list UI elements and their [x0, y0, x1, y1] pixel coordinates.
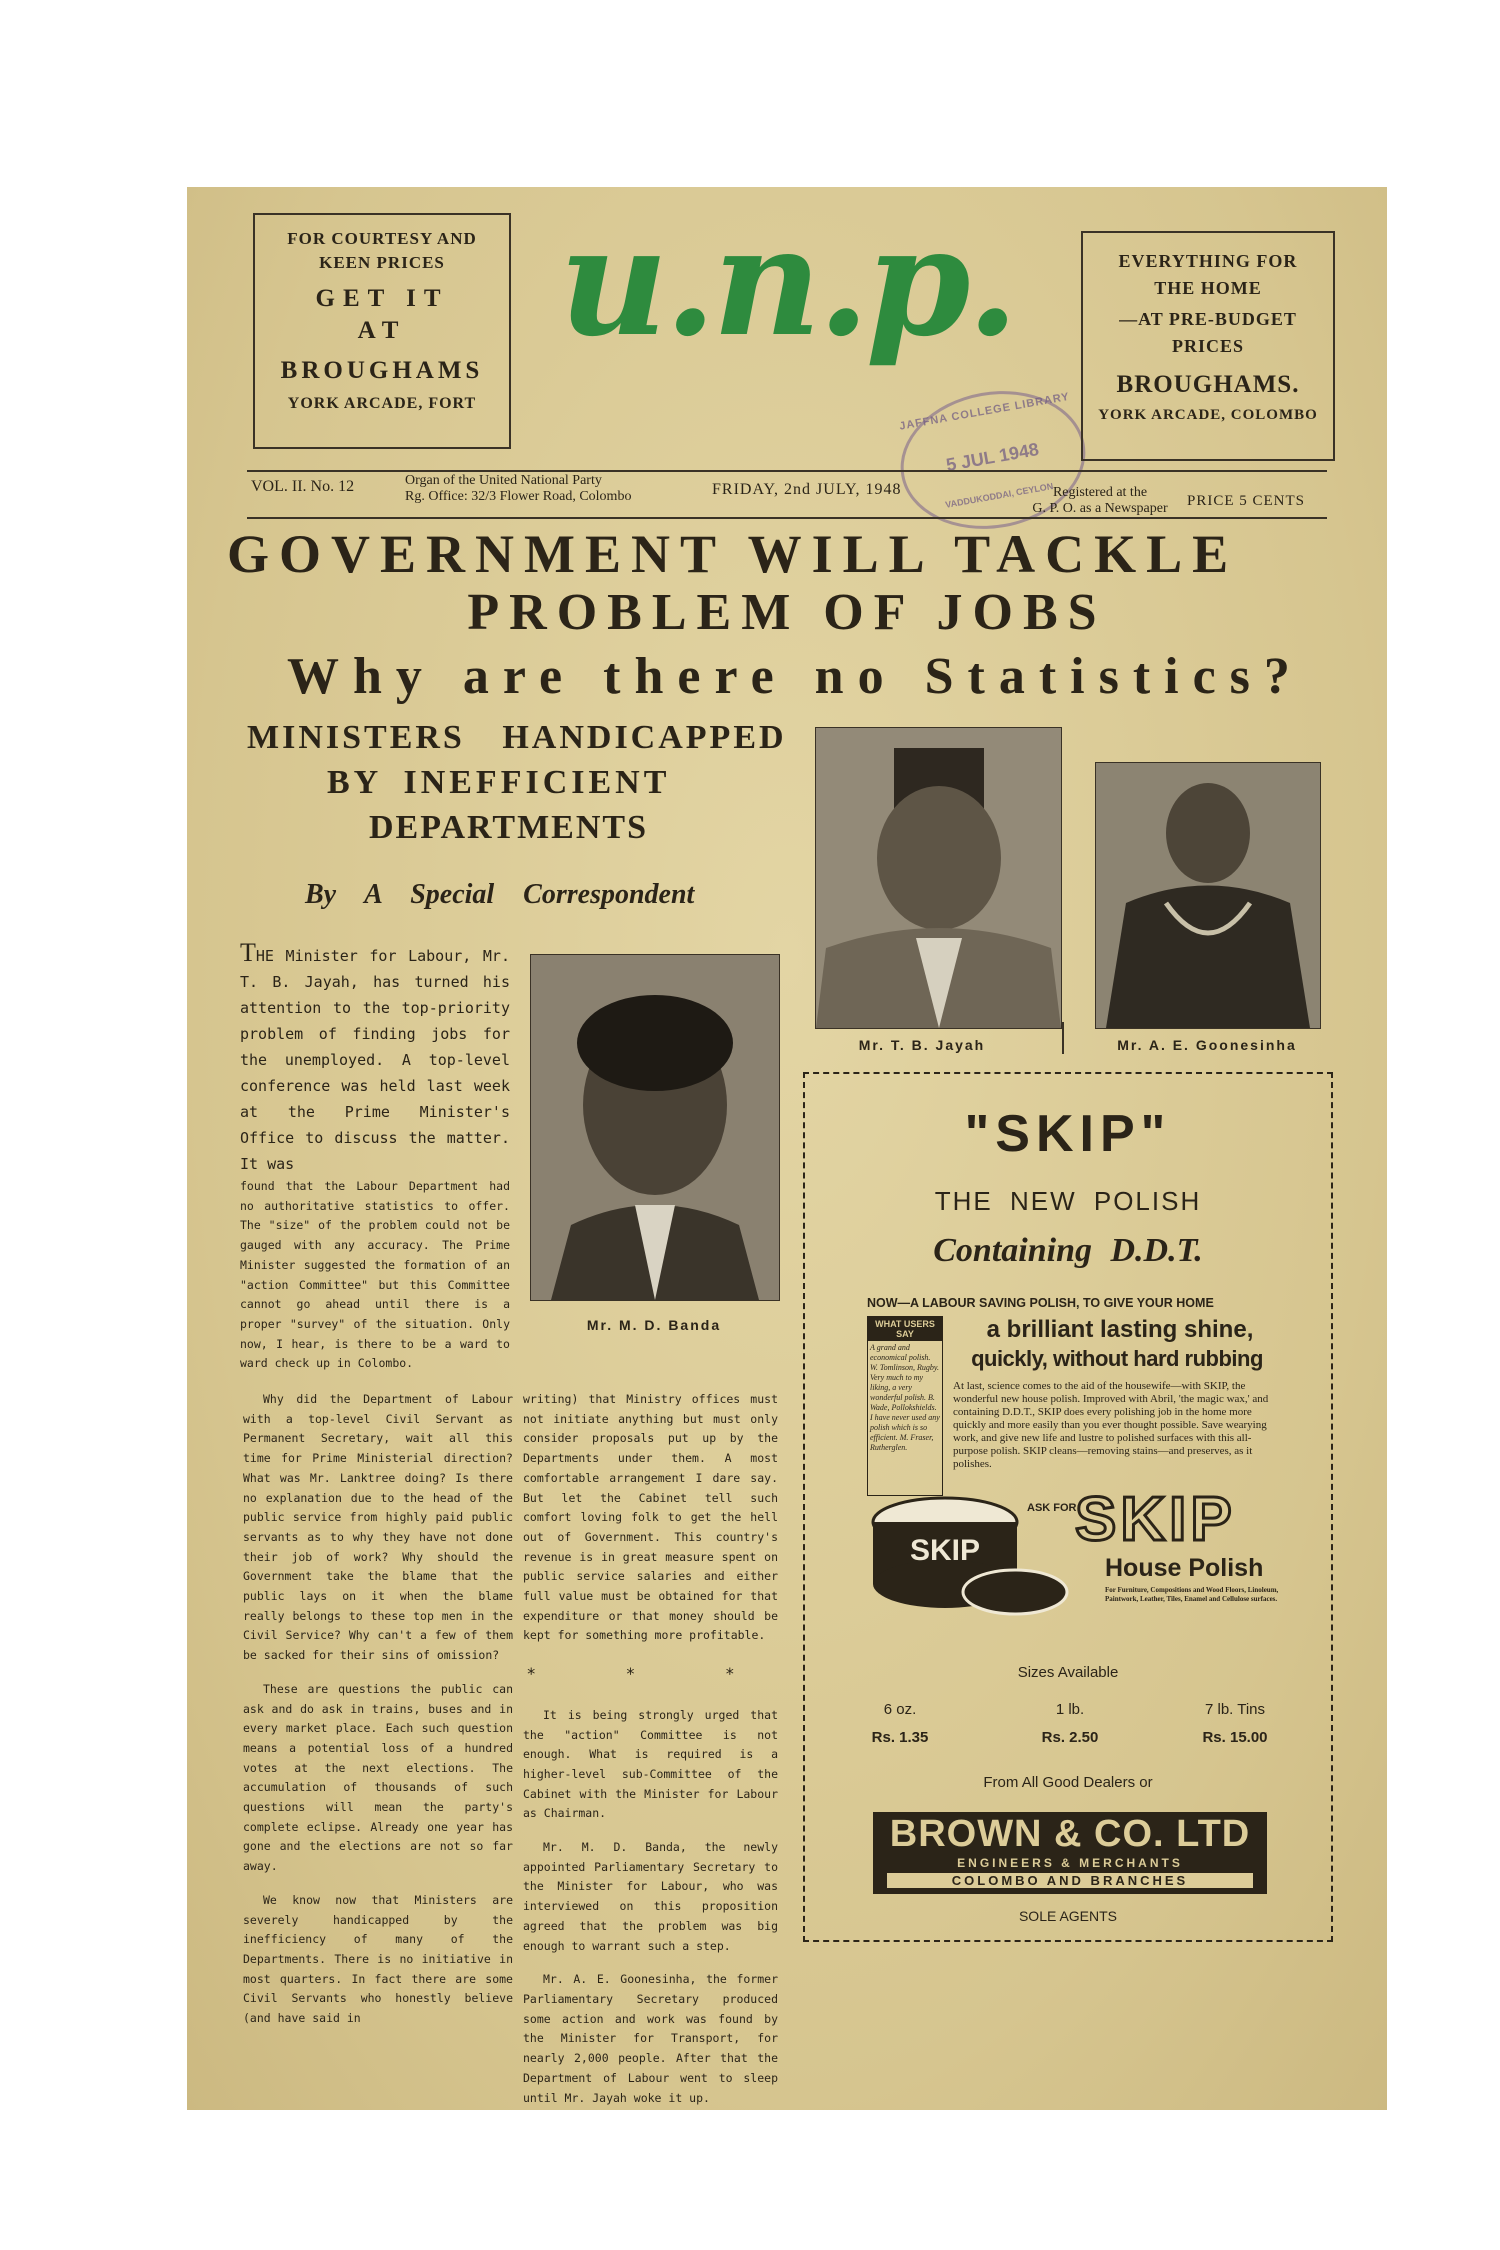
price: PRICE 5 CENTS: [1187, 493, 1306, 509]
main-headline-line2: PROBLEM OF JOBS: [467, 584, 1107, 641]
ad-house-polish: House Polish: [1105, 1554, 1264, 1582]
body-column-right: [523, 1390, 778, 2122]
ad-sidebox-text: A grand and economical polish. W. Tomlinson, Rugby. Very much to my liking, a very wonderful polish. B. Wade, Pollokshields. I have never used any polish which is so efficient. M. Fraser, Rutherglen.: [870, 1343, 940, 1452]
ad-sidebox-title: WHAT USERS SAY: [868, 1317, 942, 1341]
deck-line1: MINISTERS HANDICAPPED: [247, 719, 787, 756]
stamp-ring-text: JAFFNA COLLEGE LIBRARY: [898, 390, 1071, 433]
portrait-goonesinha: [1096, 763, 1320, 1028]
ad-uses: For Furniture, Compositions and Wood Floors, Linoleum, Paintwork, Leather, Tiles, Enamel and Cellulose surfaces.: [1105, 1586, 1279, 1603]
ad-tagline1: a brilliant lasting shine,: [986, 1316, 1254, 1343]
skip-tin-illustration: [865, 1492, 1075, 1642]
right-ear-line5: BROUGHAMS.: [1116, 371, 1300, 398]
organ-name: Organ of the United National Party: [405, 473, 602, 488]
ad-price-3: Rs. 15.00: [1202, 1729, 1268, 1746]
volume-number: VOL. II. No. 12: [251, 478, 355, 495]
lead-large-text: [240, 940, 510, 1177]
caption-jayah: Mr. T. B. Jayah: [858, 1037, 986, 1053]
lead-opening: HE Minister for Labour, Mr. T. B. Jayah, has turned his attention to the top-priority problem of finding jobs for the unemployed. A top-level conference was held last week at the Prime Minister's Office to discuss the matter. It was: [240, 947, 510, 1173]
portrait-jayah: [816, 728, 1061, 1028]
stamp-date: 5 JUL 1948: [944, 439, 1041, 476]
ad-size-3: 7 lb. Tins: [1204, 1701, 1266, 1718]
body-right-para4: Mr. A. E. Goonesinha, the former Parliamentary Secretary produced some action and work was found by the Minister for Transport, for nearly 2,000 people. After that the Department of Labour went to sleep until Mr. Jayah woke it up.: [523, 1972, 778, 2105]
organ-line: [405, 473, 665, 505]
stamp-bottom-text: VADDUKODDAI, CEYLON: [944, 481, 1054, 510]
body-column-left: [243, 1390, 513, 2043]
ad-banner: NOW—A LABOUR SAVING POLISH, TO GIVE YOUR HOME: [867, 1296, 1214, 1310]
ad-ask-for: ASK FOR: [1027, 1502, 1077, 1514]
body-right-para1: writing) that Ministry offices must not initiate anything but must only consider proposals put up by the Departments under them. A most comfortable arrangement I dare say. But let the Cabinet tell such comfort loving folk to get the hell out of Government. This country's revenue is in great measure spent on public service salaries and either full value must be obtained for that expenditure or that money should be kept for something more profitable.: [523, 1392, 778, 1643]
skip-advert: [803, 1072, 1333, 1942]
left-ear-line3: GET IT: [315, 285, 449, 312]
company-name: BROWN & CO. LTD: [889, 1813, 1251, 1855]
left-ear-line4: AT: [357, 317, 407, 344]
ad-subtitle: THE NEW POLISH: [934, 1186, 1202, 1216]
ad-containing: Containing D.D.T.: [933, 1232, 1203, 1269]
ad-dealers: From All Good Dealers or: [983, 1774, 1153, 1791]
ad-size-1: 6 oz.: [883, 1701, 917, 1718]
ad-tagline2: quickly, without hard rubbing: [971, 1346, 1263, 1371]
right-ear-line2: THE HOME: [1154, 278, 1262, 298]
masthead-logo: u.n.p.: [559, 194, 1015, 370]
ad-title: "SKIP": [964, 1105, 1172, 1163]
caption-divider: [1062, 1022, 1064, 1054]
portrait-banda: [531, 955, 779, 1300]
drop-cap: T: [240, 938, 256, 967]
section-separator: * * *: [526, 1664, 775, 1684]
left-ear-line2: KEEN PRICES: [319, 253, 445, 272]
left-ear-line1: FOR COURTESY AND: [287, 229, 477, 248]
right-ear-advert: [1081, 231, 1335, 461]
subheadline: Why are there no Statistics?: [287, 648, 1304, 705]
left-ear-line5: BROUGHAMS: [280, 357, 484, 384]
photo-jayah: [815, 727, 1062, 1029]
organ-office: Rg. Office: 32/3 Flower Road, Colombo: [405, 489, 632, 505]
lead-continued: found that the Labour Department had no authoritative statistics to offer. The "size" of the problem could not be gauged with any accuracy. The Prime Minister suggested the formation of an "action Committee" but this Committee cannot go ahead until there is a proper "survey" of the situation. Only now, I hear, is there to be a ward to ward check up in Colombo.: [240, 1179, 510, 1371]
left-ear-line6: YORK ARCADE, FORT: [287, 395, 477, 412]
byline: By A Special Correspondent: [305, 879, 695, 910]
right-ear-line4: PRICES: [1171, 336, 1244, 356]
issue-date: FRIDAY, 2nd JULY, 1948: [712, 481, 902, 498]
body-right-para3: Mr. M. D. Banda, the newly appointed Parliamentary Secretary to the Minister for Labour, who was interviewed on this proposition agreed that the problem was big enough to warrant such a step.: [523, 1840, 778, 1953]
dateline-top-rule: [247, 470, 1327, 472]
photo-goonesinha: [1095, 762, 1321, 1029]
right-ear-line1: EVERYTHING FOR: [1118, 251, 1298, 271]
deck-line2: BY INEFFICIENT: [327, 764, 671, 801]
body-left-para3: We know now that Ministers are severely handicapped by the inefficiency of many of the Departments. There is no initiative in most quarters. In fact there are some Civil Servants who honestly believe (and have said in: [243, 1892, 513, 2026]
registered-line2: G. P. O. as a Newspaper: [1032, 501, 1168, 517]
small-tin: [963, 1570, 1067, 1614]
body-left-para2: These are questions the public can ask and do ask in trains, buses and in every market place. Each such question means a potential loss of a hundred votes at the next elections. The accumulation of thousands of such questions will mean the party's complete eclipse. Already one year has gone and the elections are not so far away.: [243, 1681, 513, 1874]
left-ear-advert: [253, 213, 511, 449]
photo-banda: [530, 954, 780, 1301]
company-subtitle: ENGINEERS & MERCHANTS: [957, 1856, 1183, 1870]
main-headline-line1: GOVERNMENT WILL TACKLE: [227, 524, 1239, 584]
ad-sidebox: [867, 1316, 943, 1496]
company-branches: COLOMBO AND BRANCHES: [887, 1873, 1253, 1888]
ad-size-2: 1 lb.: [1055, 1701, 1085, 1718]
newspaper-page: [187, 187, 1387, 2110]
right-ear-line3: —AT PRE-BUDGET: [1119, 309, 1297, 329]
ad-sole-agents: SOLE AGENTS: [1018, 1908, 1118, 1924]
registered-note: [1020, 485, 1180, 517]
lead-paragraph: [240, 940, 510, 1374]
caption-banda: Mr. M. D. Banda: [586, 1317, 722, 1333]
right-ear-line6: YORK ARCADE, COLOMBO: [1098, 407, 1318, 423]
tin-label: SKIP: [909, 1534, 981, 1567]
registered-line1: Registered at the: [1052, 485, 1148, 500]
company-logo: [873, 1812, 1267, 1894]
ad-price-1: Rs. 1.35: [871, 1729, 929, 1746]
body-left-para1: Why did the Department of Labour with a top-level Civil Servant as Permanent Secretary, wait all this time for Prime Ministerial direction? What was Mr. Lanktree doing? Is there no explanation due to the head of the public service from highly paid public servants as to why they have not done their job of work? Why should the Government take the blame that the public lays on it when the blame really belongs to these top men in the Civil Service? Why can't a few of them be sacked for their sins of omission?: [243, 1392, 513, 1663]
dateline-bottom-rule: [247, 517, 1327, 519]
body-right-para2: It is being strongly urged that the "action" Committee is not enough. What is required is a higher-level sub-Committee of the Cabinet with the Minister for Labour as Chairman.: [523, 1707, 778, 1821]
ad-price-2: Rs. 2.50: [1041, 1729, 1099, 1746]
caption-goonesinha: Mr. A. E. Goonesinha: [1117, 1037, 1297, 1053]
ad-body: At last, science comes to the aid of the housewife—with SKIP, the wonderful new house polish. Improved with Abril, 'the magic wax,' and containing D.D.T., SKIP does every polishing job in the home more quickly and more easily than you ever thought possible. Save wearying work, and give new life and lustre to polished surfaces with this all-purpose polish. SKIP cleans—removing stains—and preserves, as it polishes.: [953, 1380, 1269, 1470]
ad-brand: SKIP: [1075, 1485, 1236, 1554]
ad-sizes-title: Sizes Available: [1017, 1664, 1119, 1681]
deck-line3: DEPARTMENTS: [369, 809, 648, 846]
